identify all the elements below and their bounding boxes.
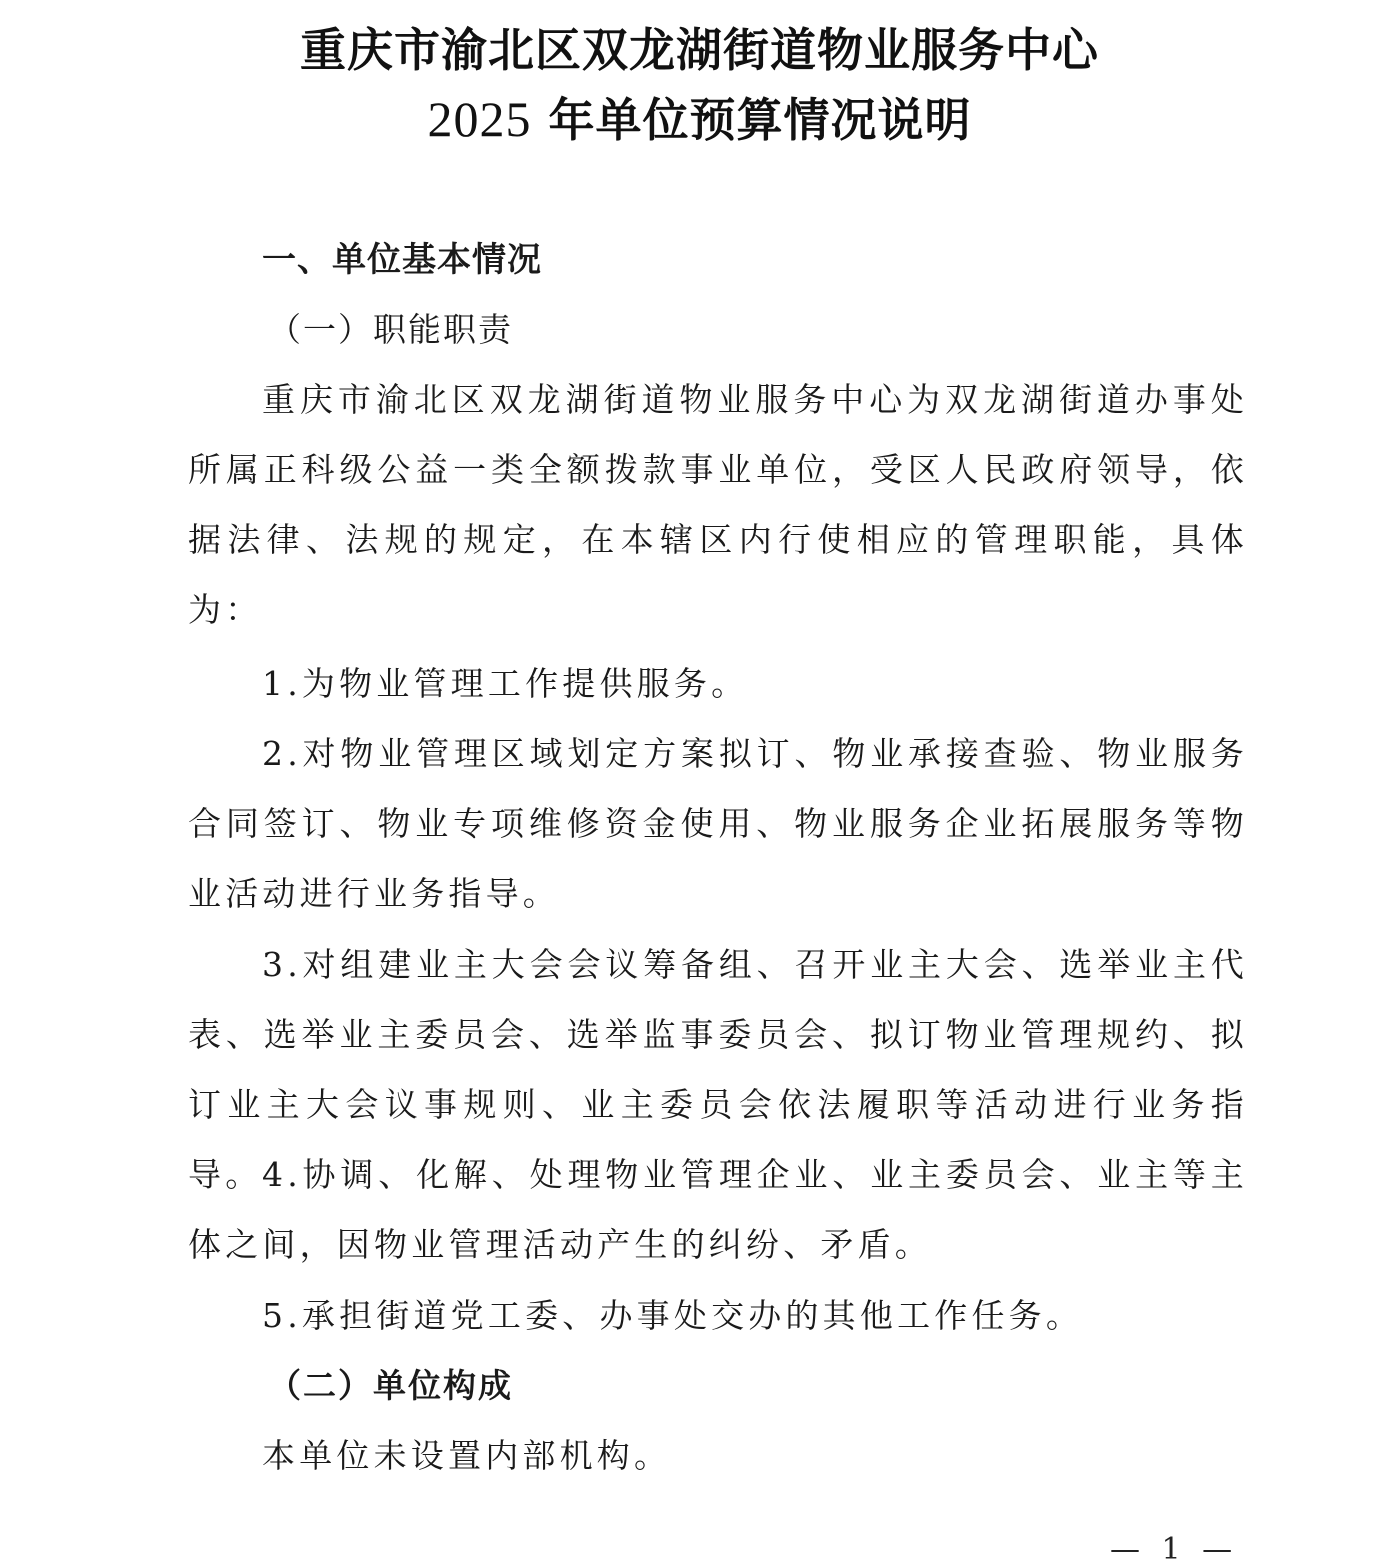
page-number: — 1 — [1110,1532,1239,1567]
function-item-3: 3.对组建业主大会会议筹备组、召开业主大会、选举业主代表、选举业主委员会、选举监事委员会、拟订物业管理规约、拟订业主大会议事规则、业主委员会依法履职等活动进行业务指导。 [188,945,1248,1194]
title-year: 2025 [427,91,532,147]
function-item-4: 4.协调、化解、处理物业管理企业、业主委员会、业主等主体之间，因物业管理活动产生的纠纷、矛盾。 [188,1155,1248,1264]
function-item-2: 2.对物业管理区域划定方案拟订、物业承接查验、物业服务合同签订、物业专项维修资金使用、物业服务企业拓展服务等物业活动进行业务指导。 [188,734,1248,913]
structure-paragraph: 本单位未设置内部机构。 [262,1436,672,1475]
title-line2-text: 年单位预算情况说明 [531,93,972,147]
document-title-line2 [0,84,1399,150]
section-heading-basic-info: 一、单位基本情况 [262,240,542,280]
subsection-heading-structure: （二）单位构成 [268,1366,513,1405]
intro-paragraph: 重庆市渝北区双龙湖街道物业服务中心为双龙湖街道办事处所属正科级公益一类全额拨款事业单位，受区人民政府领导，依据法律、法规的规定，在本辖区内行使相应的管理职能，具体为： [188,380,1248,629]
function-item-1: 1.为物业管理工作提供服务。 [262,664,749,703]
subsection-heading-functions: （一）职能职责 [268,310,513,349]
function-item-5: 5.承担街道党工委、办事处交办的其他工作任务。 [262,1296,1084,1335]
document-title-line1: 重庆市渝北区双龙湖街道物业服务中心 [300,23,1099,77]
